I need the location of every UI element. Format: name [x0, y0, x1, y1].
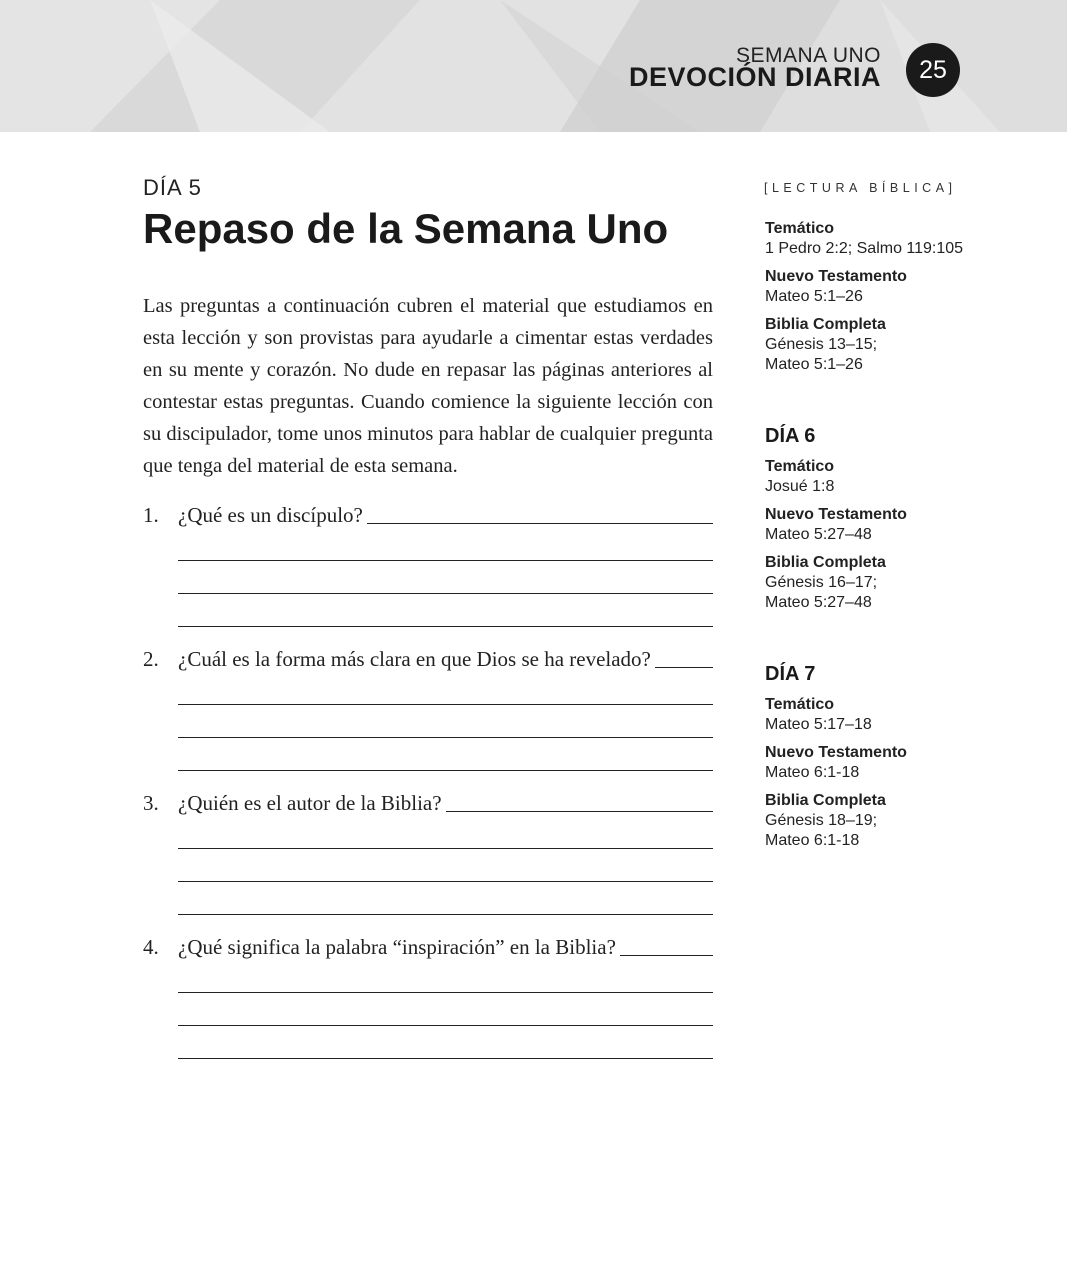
- answer-line[interactable]: [178, 850, 713, 882]
- reading-value: 1 Pedro 2:2; Salmo 119:105: [765, 240, 964, 257]
- question-text: ¿Qué es un discípulo?: [178, 503, 363, 527]
- reading-value: Mateo 6:1-18: [765, 764, 860, 781]
- day5-nuevo-testamento: [765, 267, 995, 307]
- question-text: ¿Quién es el autor de la Biblia?: [178, 791, 442, 815]
- answer-line[interactable]: [178, 883, 713, 915]
- answer-line[interactable]: [178, 817, 713, 849]
- question-3: [143, 788, 713, 915]
- question-4: [143, 932, 713, 1059]
- reading-value: Mateo 5:27–48: [765, 594, 872, 611]
- reading-heading: [LECTURA BÍBLICA]: [764, 181, 957, 195]
- page-title: Repaso de la Semana Uno: [143, 205, 669, 252]
- answer-line[interactable]: [367, 522, 713, 524]
- reading-value: Génesis 13–15;: [765, 336, 878, 353]
- reading-value: Mateo 5:17–18: [765, 716, 872, 733]
- answer-line[interactable]: [178, 1027, 713, 1059]
- reading-label: Nuevo Testamento: [765, 268, 907, 285]
- day7-title: DÍA 7: [765, 663, 816, 685]
- reading-label: Biblia Completa: [765, 792, 886, 809]
- question-text: ¿Qué significa la palabra “inspiración” en la Biblia?: [178, 935, 616, 959]
- answer-line[interactable]: [178, 595, 713, 627]
- day6-nuevo-testamento: [765, 505, 995, 545]
- day7-nuevo-testamento: [765, 743, 995, 783]
- reading-value: Mateo 6:1-18: [765, 832, 860, 849]
- answer-line[interactable]: [178, 961, 713, 993]
- reading-label: Temático: [765, 696, 835, 713]
- reading-label: Temático: [765, 458, 835, 475]
- header-title: DEVOCIÓN DIARIA: [628, 62, 881, 92]
- question-number: 4.: [143, 935, 159, 959]
- reading-value: Josué 1:8: [765, 478, 835, 495]
- intro-paragraph: Las preguntas a continuación cubren el material que estudiamos en esta lección y son provistas para ayudarle a cimentar estas verdades en su mente y corazón. No dude en repasar las páginas anteriores al contestar estas preguntas. Cuando comience la siguiente lección con su discipulador, tome unos minutos para hablar de cualquier pregunta que tenga del material de esta semana.: [143, 295, 713, 477]
- reading-value: Mateo 5:1–26: [765, 288, 863, 305]
- question-number: 2.: [143, 647, 159, 671]
- page-number-badge: 25: [906, 43, 960, 97]
- answer-line[interactable]: [178, 562, 713, 594]
- question-number: 1.: [143, 503, 159, 527]
- reading-value: Mateo 5:1–26: [765, 356, 863, 373]
- reading-label: Biblia Completa: [765, 554, 886, 571]
- answer-line[interactable]: [178, 673, 713, 705]
- reading-label: Nuevo Testamento: [765, 744, 907, 761]
- answer-line[interactable]: [178, 739, 713, 771]
- header-kicker: SEMANA UNO: [735, 44, 881, 67]
- question-text: ¿Cuál es la forma más clara en que Dios se ha revelado?: [178, 647, 651, 671]
- answer-line[interactable]: [178, 994, 713, 1026]
- answer-line[interactable]: [620, 954, 713, 956]
- answer-line[interactable]: [178, 529, 713, 561]
- day7-biblia-completa: [765, 791, 995, 851]
- reading-label: Nuevo Testamento: [765, 506, 907, 523]
- reading-value: Génesis 18–19;: [765, 812, 878, 829]
- day5-biblia-completa: [765, 315, 995, 375]
- answer-line[interactable]: [178, 706, 713, 738]
- day5-tematico: [765, 219, 995, 259]
- day6-biblia-completa: [765, 553, 995, 613]
- question-1: [143, 500, 713, 627]
- reading-value: Génesis 16–17;: [765, 574, 878, 591]
- answer-line[interactable]: [655, 666, 713, 668]
- day6-tematico: [765, 457, 995, 497]
- day-label: DÍA 5: [143, 175, 202, 200]
- question-number: 3.: [143, 791, 159, 815]
- reading-label: Temático: [765, 220, 835, 237]
- answer-line[interactable]: [446, 810, 713, 812]
- day7-tematico: [765, 695, 995, 735]
- page-header: [0, 0, 1067, 132]
- reading-label: Biblia Completa: [765, 316, 886, 333]
- day6-title: DÍA 6: [765, 425, 816, 447]
- reading-value: Mateo 5:27–48: [765, 526, 872, 543]
- question-2: [143, 644, 713, 771]
